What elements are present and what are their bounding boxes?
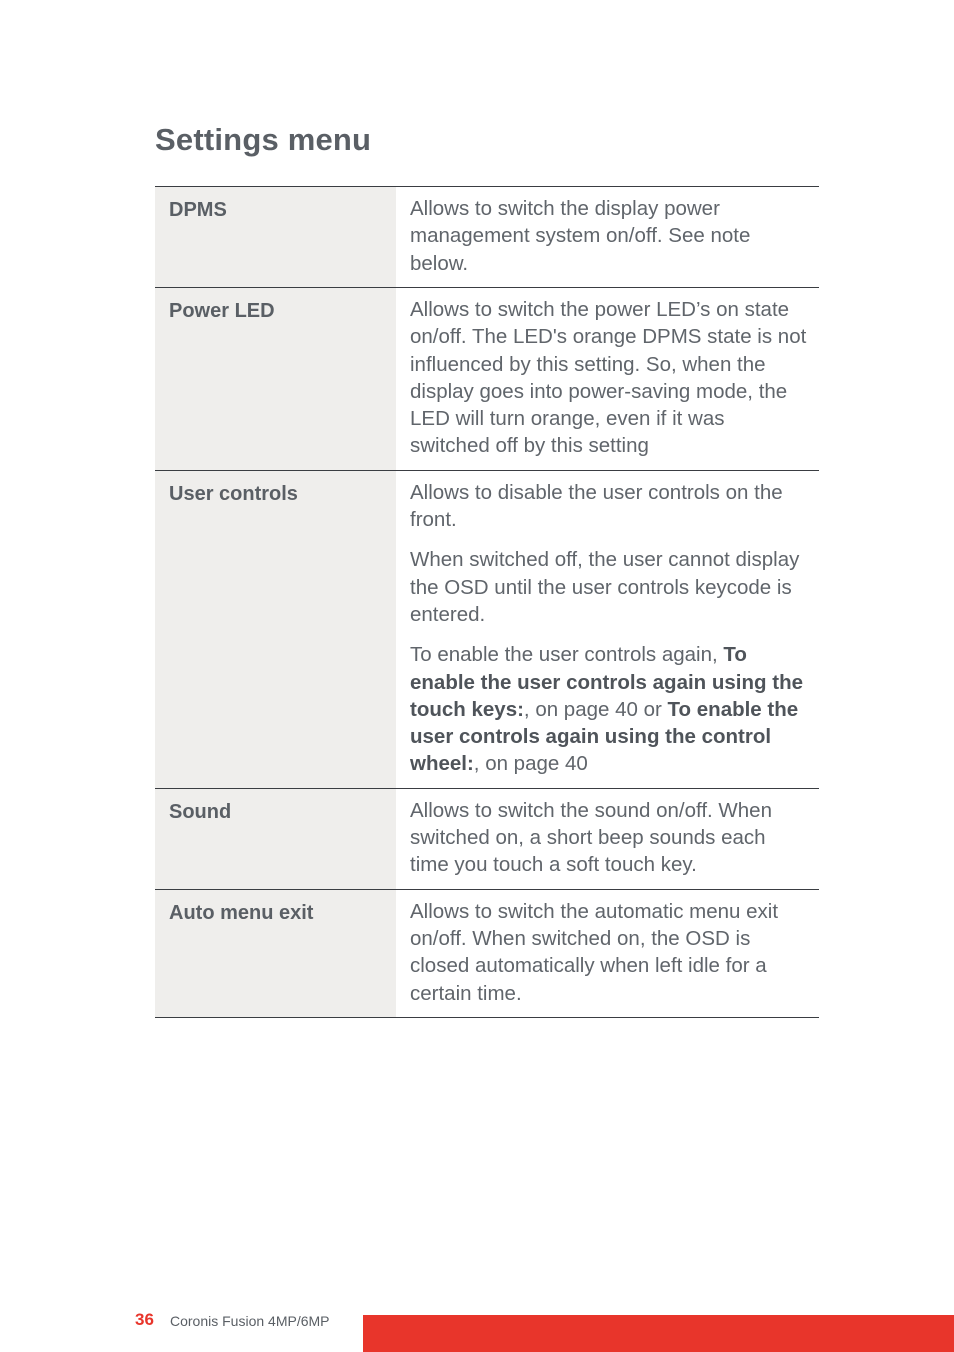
cross-reference-link[interactable]: To enable the user controls again using the touch keys: <box>410 643 803 721</box>
table-row <box>155 288 819 471</box>
table-row <box>155 187 819 288</box>
description-text: Allows to switch the automatic menu exit on/off. When switched on, the OSD is closed automatically when left idle for a certain time. <box>410 899 779 1005</box>
document-title: Coronis Fusion 4MP/6MP <box>170 1313 330 1329</box>
description-text: , on page 40 or <box>523 697 668 721</box>
description-paragraph <box>410 195 807 277</box>
setting-name: Auto menu exit <box>155 889 396 1017</box>
description-paragraph <box>410 479 807 534</box>
setting-description <box>396 889 819 1017</box>
description-text: To enable the user controls again, <box>410 643 724 667</box>
description-text: When switched off, the user cannot display the OSD until the user controls keycode is entered. <box>410 548 800 626</box>
description-text: Allows to switch the display power management system on/off. See note below. <box>410 197 751 275</box>
description-paragraph <box>410 797 807 879</box>
description-paragraph <box>410 546 807 628</box>
setting-name: Power LED <box>155 288 396 471</box>
description-paragraph <box>410 296 807 460</box>
description-text: , on page 40 <box>473 752 588 776</box>
page-number: 36 <box>135 1310 154 1329</box>
setting-description <box>396 187 819 288</box>
footer-accent-bar <box>363 1315 954 1352</box>
table-row <box>155 889 819 1017</box>
settings-table <box>155 186 819 1018</box>
table-row <box>155 788 819 889</box>
description-paragraph <box>410 641 807 777</box>
setting-name: User controls <box>155 470 396 788</box>
description-text: Allows to switch the sound on/off. When switched on, a short beep sounds each time you touch a soft touch key. <box>410 798 772 877</box>
page-title: Settings menu <box>155 122 372 157</box>
description-text: Allows to switch the power LED’s on state on/off. The LED's orange DPMS state is not influenced by this setting. So, when the display goes into power-saving mode, the LED will turn orange, even if it was switched off by this setting <box>410 298 807 458</box>
table-row <box>155 470 819 788</box>
description-text: Allows to disable the user controls on the front. <box>410 480 783 532</box>
setting-name: DPMS <box>155 187 396 288</box>
setting-description <box>396 788 819 889</box>
setting-name: Sound <box>155 788 396 889</box>
cross-reference-link[interactable]: To enable the user controls again using the control wheel: <box>410 697 799 776</box>
description-paragraph <box>410 898 807 1007</box>
setting-description <box>396 470 819 788</box>
setting-description <box>396 288 819 471</box>
